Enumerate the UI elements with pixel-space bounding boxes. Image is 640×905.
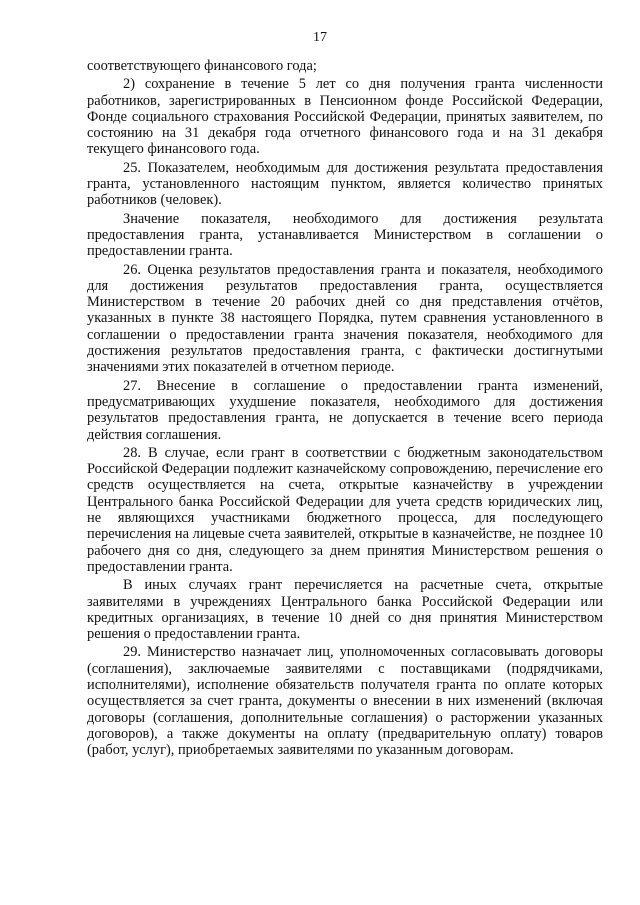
paragraph-28: 28. В случае, если грант в соответствии с бюджетным законодательством Российской Федерации подлежит казначейскому сопровождению, перечисление его средств осуществляется на счета, открытые казначейству в учреждении Центрального банка Российской Федерации для учета средств юридических лиц, не являющихся участниками бюджетного процесса, для последующего перечисления на лицевые счета заявителей, открытые в казначействе, не позднее 10 рабочего дня со дня, следующего за днем принятия Министерством решения о предоставлении гранта.	[87, 444, 603, 575]
paragraph-27: 27. Внесение в соглашение о предоставлении гранта изменений, предусматривающих ухудшение показателя, необходимого для достижения результатов предоставления гранта, не допускается в течение всего периода действия соглашения.	[87, 377, 603, 443]
paragraph-26: 26. Оценка результатов предоставления гранта и показателя, необходимого для достижения результатов предоставления гранта, осуществляется Министерством в течение 20 рабочих дней со дня представления отчётов, указанных в пункте 38 настоящего Порядка, путем сравнения установленного в соглашении о предоставлении гранта значения показателя, необходимого для достижения результатов предоставления гранта, с фактически достигнутыми значениями этих показателей в отчетном периоде.	[87, 261, 603, 376]
paragraph-continuation: соответствующего финансового года;	[87, 58, 317, 74]
paragraph-28-other-cases: В иных случаях грант перечисляется на расчетные счета, открытые заявителями в учреждениях Центрального банка Российской Федерации или кредитных организациях, в течение 10 дней со дня принятия Министерством решения о предоставлении гранта.	[87, 577, 603, 643]
paragraph-item-2: 2) сохранение в течение 5 лет со дня получения гранта численности работников, зарегистрированных в Пенсионном фонде Российской Федерации, Фонде социального страхования Российской Федерации, принятых заявителем, по состоянию на 31 декабря года отчетного финансового года и на 31 декабря текущего финансового года.	[87, 76, 603, 158]
page-number: 17	[313, 30, 327, 45]
document-body	[87, 58, 603, 760]
paragraph-25: 25. Показателем, необходимым для достижения результата предоставления гранта, установленного настоящим пунктом, является количество принятых работников (человек).	[87, 159, 603, 209]
paragraph-29: 29. Министерство назначает лиц, уполномоченных согласовывать договоры (соглашения), заключаемые заявителями с поставщиками (подрядчиками, исполнителями), исполнение обязательств получателя гранта по оплате которых осуществляется за счет гранта, документы о внесении в них изменений (включая договоры (соглашения, дополнительные соглашения) о расторжении указанных договоров), а также документы на оплату (предварительную оплату) товаров (работ, услуг), приобретаемых заявителями по указанным договорам.	[87, 644, 603, 759]
paragraph-25-value: Значение показателя, необходимого для достижения результата предоставления гранта, устанавливается Министерством в соглашении о предоставлении гранта.	[87, 210, 603, 260]
